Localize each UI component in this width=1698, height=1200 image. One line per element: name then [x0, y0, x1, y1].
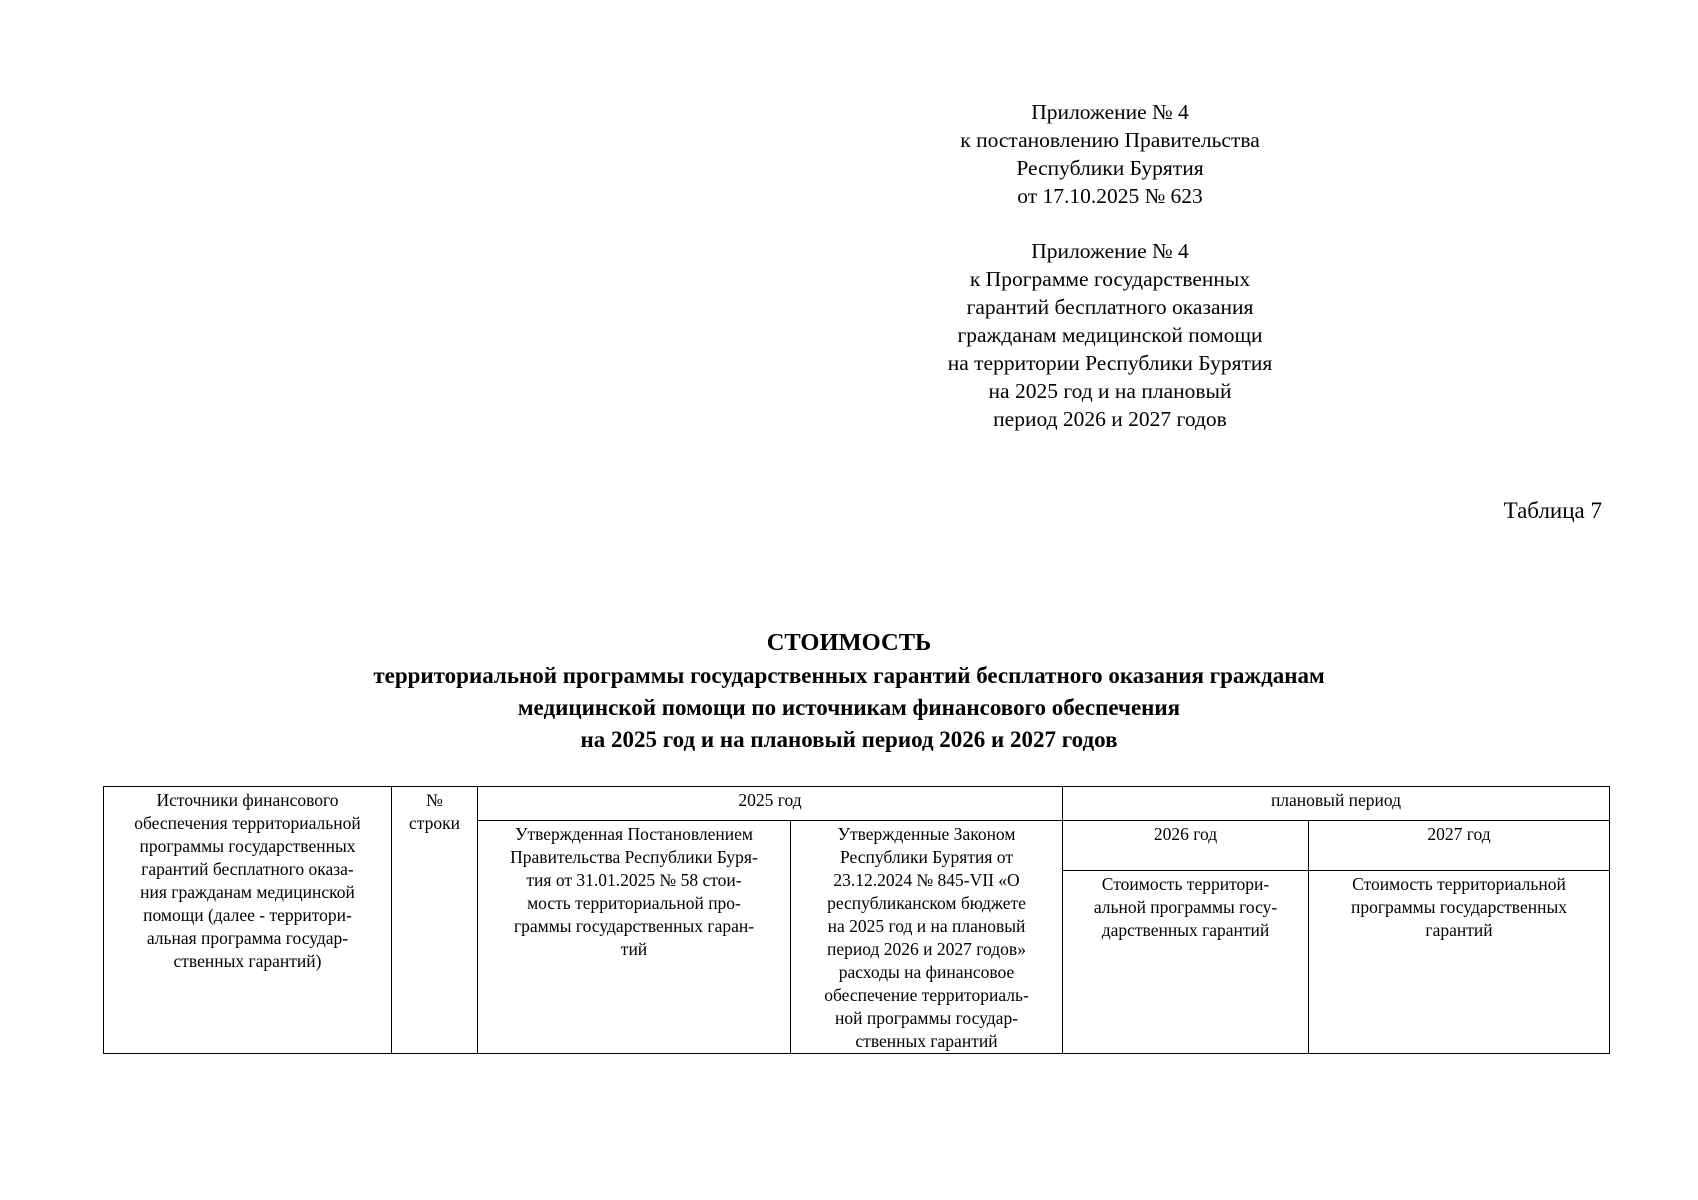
document-title-line: медицинской помощи по источникам финансового обеспечения — [517, 695, 1181, 720]
appendix-resolution-block — [880, 98, 1340, 210]
appendix-program-line: на 2025 год и на плановый — [988, 379, 1232, 403]
appendix-program-line: гражданам медицинской помощи — [957, 323, 1263, 347]
appendix-resolution-line: от 17.10.2025 № 623 — [1017, 184, 1203, 208]
appendix-program-line: на территории Республики Бурятия — [947, 351, 1273, 375]
header-year-2026-cell: 2026 год — [1063, 821, 1309, 871]
appendix-program-line: Приложение № 4 — [1031, 239, 1189, 263]
header-cost-2026-cell: Стоимость территори- альной программы госу- дарственных гарантий — [1063, 871, 1309, 1054]
appendix-program-line: к Программе государственных — [969, 267, 1251, 291]
header-approved-law-cell: Утвержденные Законом Республики Бурятия от 23.12.2024 № 845-VII «О республиканском бюджете на 2025 год и на плановый период 2026 и 2027 годов» расходы на финансовое обеспечение территориаль- ной программы государ- ственных гарантий — [791, 821, 1063, 1054]
document-title-main: СТОИМОСТЬ — [766, 629, 932, 656]
appendix-resolution-line: Приложение № 4 — [1031, 100, 1189, 124]
document-title — [0, 626, 1698, 756]
header-planned-period-cell: плановый период — [1063, 787, 1610, 821]
header-approved-resolution-cell: Утвержденная Постановлением Правительства Республики Буря- тия от 31.01.2025 № 58 стои- мость территориальной про- граммы государственных гаран- тий — [478, 821, 791, 1054]
document-title-line: территориальной программы государственных гарантий бесплатного оказания гражданам — [373, 663, 1325, 688]
table-number: Таблица 7 — [1503, 498, 1602, 523]
header-row-number-cell: № строки — [392, 787, 478, 1054]
table-header-row — [104, 787, 1610, 821]
cost-table — [103, 786, 1610, 1054]
appendix-resolution-line: Республики Бурятия — [1016, 156, 1204, 180]
header-year-2025-cell: 2025 год — [478, 787, 1063, 821]
appendix-resolution-line: к постановлению Правительства — [960, 128, 1260, 152]
appendix-program-line: гарантий бесплатного оказания — [966, 295, 1254, 319]
appendix-program-block — [880, 237, 1340, 433]
appendix-program-line: период 2026 и 2027 годов — [993, 407, 1227, 431]
document-title-line: на 2025 год и на плановый период 2026 и 2027 годов — [580, 727, 1118, 752]
header-year-2027-cell: 2027 год — [1309, 821, 1610, 871]
header-sources-cell: Источники финансового обеспечения территориальной программы государственных гарантий бесплатного оказа- ния гражданам медицинской помощи (далее - территори- альная программа государ- ственных гарантий) — [104, 787, 392, 1054]
header-cost-2027-cell: Стоимость территориальной программы государственных гарантий — [1309, 871, 1610, 1054]
